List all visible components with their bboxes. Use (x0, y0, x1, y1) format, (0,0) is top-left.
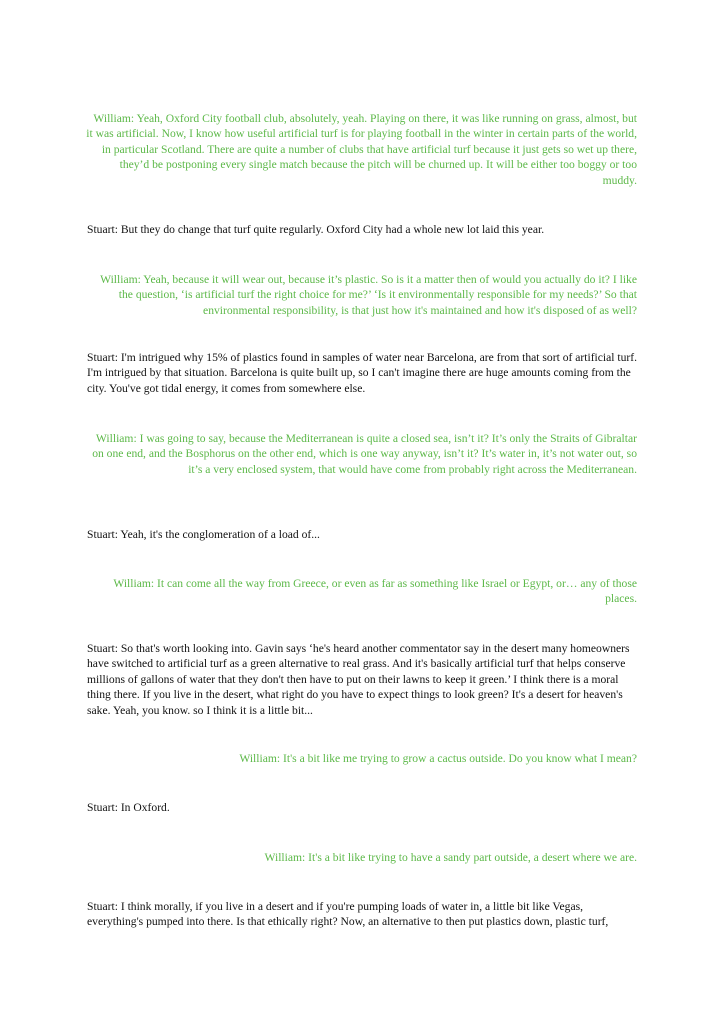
william-paragraph: William: I was going to say, because the Mediterranean is quite a closed sea, isn’t it? It’s only the Straits of Gibraltar on one end, and the Bosphorus on the other end, which is one way anyway, isn’t it? It’s water in, it’s not water out, so it’s a very enclosed system, that would have come from probably right across the Mediterranean. (92, 432, 637, 476)
william-paragraph: William: Yeah, because it will wear out, because it’s plastic. So is it a matter then of would you actually do it? I like the question, ‘is artificial turf the right choice for me?’ ‘Is it environmentally responsible for my needs?’ So that environmental responsibility, is that just how it's maintained and how it's disposed of as well? (100, 273, 637, 317)
stuart-paragraph: Stuart: But they do change that turf quite regularly. Oxford City had a whole new lot laid this year. (87, 223, 545, 236)
stuart-paragraph: Stuart: I think morally, if you live in a desert and if you're pumping loads of water in, a little bit like Vegas, everything's pumped into there. Is that ethically right? Now, an alternative to then put plastics down, plastic turf, (87, 900, 609, 929)
stuart-paragraph: Stuart: Yeah, it's the conglomeration of a load of... (87, 528, 320, 541)
william-paragraph: William: It's a bit like trying to have a sandy part outside, a desert where we are. (264, 851, 637, 864)
william-paragraph: William: It can come all the way from Greece, or even as far as something like Israel or Egypt, or… any of those places. (113, 577, 637, 606)
stuart-paragraph: Stuart: So that's worth looking into. Gavin says ‘he's heard another commentator say in the desert many homeowners have switched to artificial turf as a green alternative to real grass. And it's basically artificial turf that helps conserve millions of gallons of water that they don't then have to put on their lawns to keep it green.’ I think there is a moral thing there. If you live in the desert, what right do you have to expect things to look green? It's a desert for heaven's sake. Yeah, you know. so I think it is a little bit... (87, 642, 630, 717)
stuart-paragraph: Stuart: I'm intrigued why 15% of plastics found in samples of water near Barcelona, are from that sort of artificial turf. I'm intrigued by that situation. Barcelona is quite built up, so I can't imagine there are huge amounts coming from the city. You've got tidal energy, it comes from somewhere else. (87, 351, 638, 395)
stuart-paragraph: Stuart: In Oxford. (87, 801, 170, 814)
william-paragraph: William: Yeah, Oxford City football club, absolutely, yeah. Playing on there, it was like running on grass, almost, but it was artificial. Now, I know how useful artificial turf is for playing football in the winter in certain parts of the world, in particular Scotland. There are quite a number of clubs that have artificial turf because it just gets so wet up there, they’d be postponing every single match because the pitch will be churned up. It will be either too boggy or too muddy. (86, 112, 637, 187)
william-paragraph: William: It's a bit like me trying to grow a cactus outside. Do you know what I mean? (239, 752, 637, 765)
